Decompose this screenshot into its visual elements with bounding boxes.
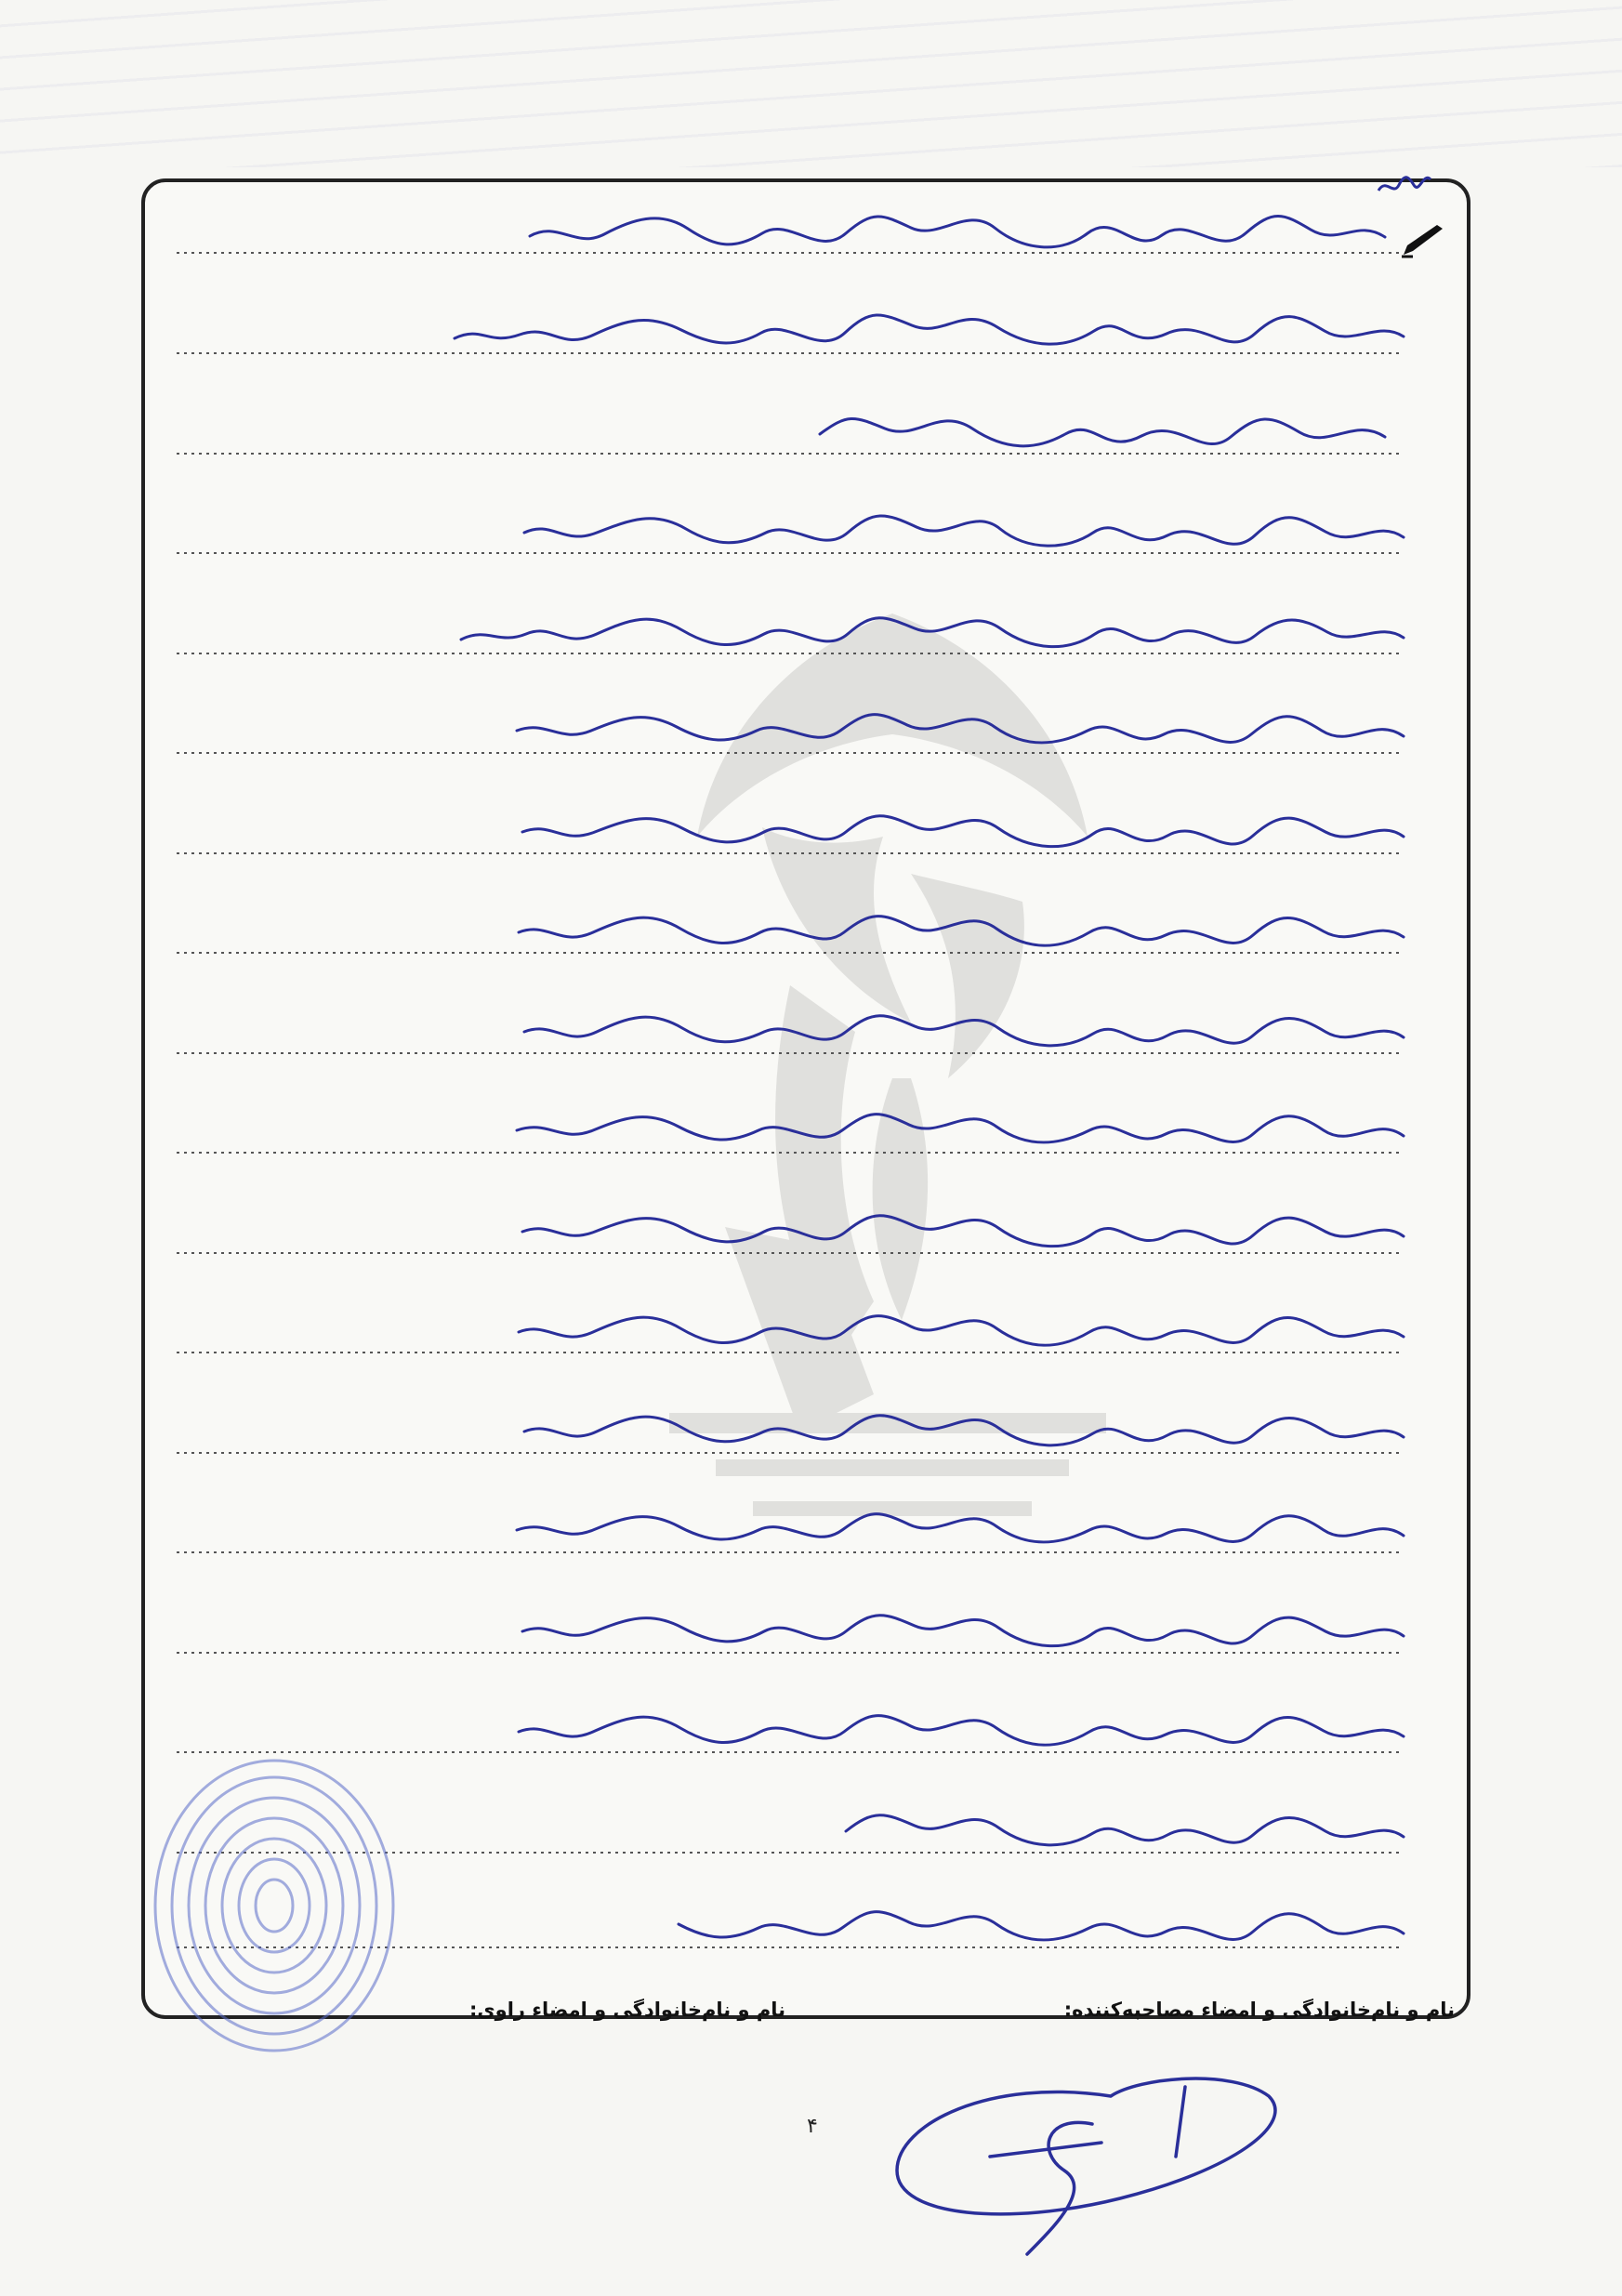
signature-mark — [878, 2068, 1306, 2282]
interviewer-signature-label: نام و نام‌خانوادگی و امضاء مصاحبه‌کننده: — [1063, 1999, 1455, 2021]
page-number: ۴ — [807, 2115, 818, 2138]
corner-note-mark — [1371, 163, 1436, 205]
fingerprint-mark — [139, 1748, 409, 2054]
narrator-signature-label: نام و نام‌خانوادگی و امضاء راوی: — [469, 1999, 785, 2021]
pen-icon — [1394, 223, 1450, 260]
